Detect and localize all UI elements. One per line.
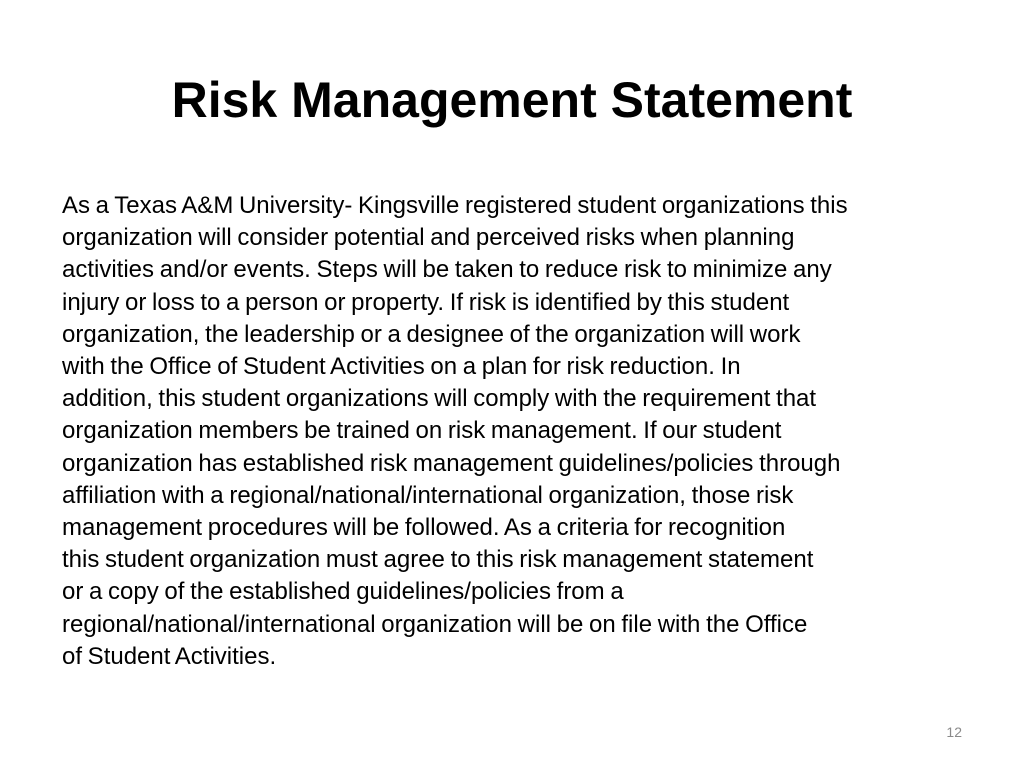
body-line: management procedures will be followed. As a criteria for recognition [62, 514, 786, 542]
body-line: with the Office of Student Activities on a plan for risk reduction. In [62, 353, 741, 381]
body-line: affiliation with a regional/national/international organization, those risk [62, 481, 794, 509]
body-line: injury or loss to a person or property. If risk is identified by this student [62, 288, 790, 316]
body-line: organization members be trained on risk management. If our student [62, 417, 782, 445]
body-line: activities and/or events. Steps will be taken to reduce risk to minimize any [62, 256, 832, 284]
body-line: organization, the leadership or a designee of the organization will work [62, 320, 801, 348]
body-line: organization will consider potential and perceived risks when planning [62, 224, 795, 252]
slide-title: Risk Management Statement [171, 72, 853, 128]
body-line: addition, this student organizations will comply with the requirement that [62, 385, 817, 413]
slide-body [62, 190, 967, 673]
body-line: organization has established risk management guidelines/policies through [62, 449, 841, 477]
body-line: regional/national/international organization will be on file with the Office [62, 610, 808, 638]
body-line: As a Texas A&M University- Kingsville registered student organizations this [62, 192, 848, 219]
body-line: this student organization must agree to this risk management statement [62, 546, 814, 574]
slide-page-number: 12 [946, 724, 962, 740]
body-line: or a copy of the established guidelines/policies from a [62, 578, 624, 606]
body-line: of Student Activities. [62, 642, 277, 670]
